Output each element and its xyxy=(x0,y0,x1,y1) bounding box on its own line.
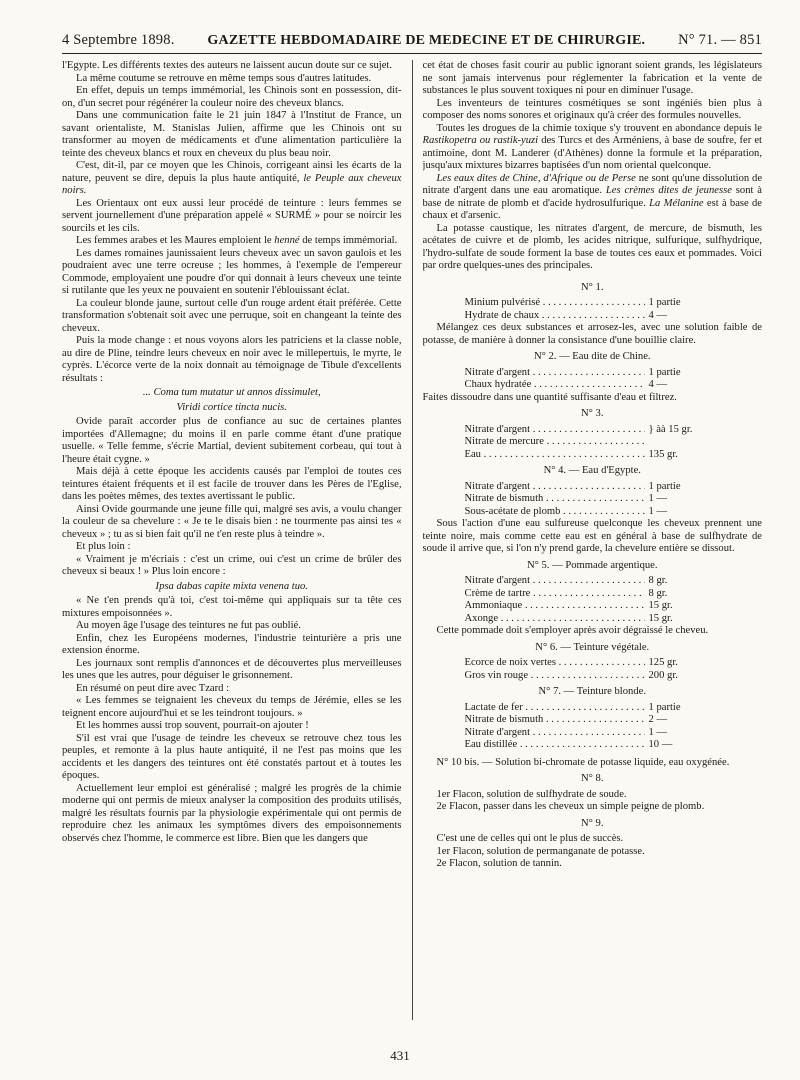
paragraph: Et plus loin : xyxy=(76,541,131,552)
recipe-row: Nitrate d'argent . . . 1 partie xyxy=(465,367,715,380)
recipe-step: 1er Flacon, solution de sulfhydrate de soude. xyxy=(436,788,627,800)
recipe-title: N° 4. — Eau d'Egypte. xyxy=(543,465,641,476)
recipe-title: N° 2. — Eau dite de Chine. xyxy=(533,351,651,362)
recipe-step: 2e Flacon, solution de tannin. xyxy=(436,858,562,869)
recipe-step: 1er Flacon, solution de permanganate de potasse. xyxy=(436,845,645,857)
two-column-body xyxy=(62,60,762,1020)
right-column xyxy=(423,60,763,1020)
recipe-row: Minium pulvérisé . . . 1 partie xyxy=(465,297,715,310)
recipe-title: N° 5. — Pommade argentique. xyxy=(526,559,658,571)
recipe-row: Eau distillée . . . 10 — xyxy=(465,739,715,752)
paragraph: l'Egypte. Les différents textes des auteurs ne laissent aucun doute sur ce sujet. xyxy=(62,60,393,71)
paragraph: La couleur blonde jaune, surtout celle d'un rouge ardent était préférée. Cette transformation s'obtenait soit avec une perruque, soit en changeant la teinte des cheveux. xyxy=(62,297,402,334)
paragraph: Les eaux dites de Chine, d'Afrique ou de Perse ne sont qu'une dissolution de nitrate d'argent dans une eau aromatique. Les crèmes dites de jeunesse sont à base de nitrate de plomb et d'acide hydrosulfurique. La Mélanine est à base de chaux et d'arsenic. xyxy=(422,172,763,221)
recipe-row: Crème de tartre . . . 8 gr. xyxy=(465,588,715,601)
paragraph: En effet, depuis un temps immémorial, les Chinois sont en possession, dit-on, d'un secret pour régénérer la couleur noire des cheveux blancs. xyxy=(62,85,402,109)
recipe-row: Nitrate de bismuth . . . 1 — xyxy=(465,493,715,506)
recipe-row: Nitrate de mercure . . . xyxy=(465,436,715,449)
recipe-note: Mélangez ces deux substances et arrosez-les, avec une solution faible de potasse, de manière à donner la consistance d'une bouillie claire. xyxy=(422,322,763,346)
paragraph: Les femmes arabes et les Maures emploient le henné de temps immémorial. xyxy=(76,235,398,246)
paragraph: En résumé on peut dire avec Tzard : xyxy=(76,682,230,694)
header-rule xyxy=(62,53,762,54)
recipe-note: Faites dissoudre dans une quantité suffisante d'eau et filtrez. xyxy=(422,391,677,403)
paragraph: Les Orientaux ont eux aussi leur procédé de teinture : leurs femmes se servent journellement d'une préparation appelé « SURMÉ » pour se noircir les sourcils et les cils. xyxy=(62,197,402,234)
recipe-row: Nitrate d'argent . . . 1 partie xyxy=(465,481,715,494)
latin-verse: Ipsa dabas capite mixta venena tuo. xyxy=(155,580,308,592)
paragraph: Dans une communication faite le 21 juin 1847 à l'Institut de France, un savant orientaliste, M. Stanislas Julien, affirme que les Chinois ont su transformer au moyen de médicaments et d'une alimentation particulière la teinte des cheveux blancs et roux en cheveux du plus beau noir. xyxy=(62,110,402,159)
recipe-title: N° 8. xyxy=(581,773,604,784)
recipe-title: N° 1. xyxy=(581,281,604,293)
paragraph: Les journaux sont remplis d'annonces et de découvertes plus merveilleuses les unes que les autres, pour déguiser le grisonnement. xyxy=(62,657,402,681)
recipe-row: Hydrate de chaux . . . 4 — xyxy=(465,310,715,323)
recipe-note: Cette pommade doit s'employer après avoir dégraissé le cheveu. xyxy=(436,625,709,636)
recipe-row: Sous-acétate de plomb . . . 1 — xyxy=(465,506,715,519)
paragraph: Mais déjà à cette époque les accidents causés par l'emploi de toutes ces teintures étaient fréquents et il est facile de trouver dans les Pères de l'Eglise, dans les poètes mêmes, des textes avertissant le public. xyxy=(62,466,402,502)
recipe-row: Eau . . . 135 gr. xyxy=(465,449,715,462)
paragraph: C'est, dit-il, par ce moyen que les Chinois, corrigeant ainsi les écarts de la nature, peuvent se dire, depuis la plus haute antiquité, le Peuple aux cheveux noirs. xyxy=(62,160,402,196)
paragraph: S'il est vrai que l'usage de teindre les cheveux se retrouve chez tous les peuples, et remonte à la plus haute antiquité, il ne l'est pas moins que les accidents et les dangers des teintures ont été constatés partout et à toutes les époques. xyxy=(62,732,402,781)
paragraph: Et les hommes aussi trop souvent, pourrait-on ajouter ! xyxy=(76,720,309,731)
recipe-row: Lactate de fer . . . 1 partie xyxy=(465,702,715,715)
recipe-row: Nitrate d'argent . . . } àà 15 gr. xyxy=(465,424,715,437)
header-title: GAZETTE HEBDOMADAIRE DE MEDECINE ET DE CHIRURGIE. xyxy=(207,33,646,48)
recipe-note: N° 10 bis. — Solution bi-chromate de potasse liquide, eau oxygénée. xyxy=(436,756,730,768)
paragraph: Enfin, chez les Européens modernes, l'industrie teinturière a pris une extension énorme. xyxy=(62,632,402,656)
latin-verse: Viridi cortice tincta nucis. xyxy=(176,401,287,413)
recipe-step: C'est une de celles qui ont le plus de succès. xyxy=(436,833,624,844)
recipe-row: Nitrate d'argent . . . 8 gr. xyxy=(465,575,715,588)
paragraph: La potasse caustique, les nitrates d'argent, de mercure, de bismuth, les acétates de cuivre et de plomb, les acides nitrique, sulfurique, sulfhydrique, l'hydro-sulfate de soude forment la base de toutes ces eaux et pommades. Voici par ordre quelques-unes des principales. xyxy=(422,222,763,271)
paragraph: Les dames romaines jaunissaient leurs cheveux avec un savon gaulois et les poudraient avec une terre ocreuse ; les hommes, à l'exemple de l'empereur Commode, employaient une poudre d'or qui donnait à leurs cheveux une teinte si rutilante que les yeux ne pouvaient en soutenir l'éblouissant éclat. xyxy=(62,247,402,296)
recipe-row: Axonge . . . 15 gr. xyxy=(465,613,715,626)
recipe-title: N° 6. — Teinture végétale. xyxy=(535,641,650,653)
header-date: 4 Septembre 1898. xyxy=(62,32,175,48)
recipe-row: Ammoniaque . . . 15 gr. xyxy=(465,600,715,613)
recipe-row: Chaux hydratée . . . 4 — xyxy=(465,379,715,392)
recipe-title: N° 9. xyxy=(581,817,604,829)
paragraph: La même coutume se retrouve en même temps sous d'autres latitudes. xyxy=(76,72,372,84)
recipe-title: N° 3. xyxy=(581,408,604,419)
paragraph: « Ne t'en prends qu'à toi, c'est toi-même qui appliquais sur ta tête ces mixtures empoisonnées ». xyxy=(62,595,402,619)
recipe-row: Nitrate d'argent . . . 1 — xyxy=(465,727,715,740)
paragraph: Puis la mode change : et nous voyons alors les patriciens et la classe noble, au dire de Pline, teindre leurs cheveux en noir avec le millepertuis, le myrte, le cyprès. L'écorce verte de la noix donnait au témoignage de Tibule d'excellents résultats : xyxy=(62,335,402,384)
paragraph: « Les femmes se teignaient les cheveux du temps de Jérémie, elles se les teignent encore aujourd'hui et se les teindront toujours. » xyxy=(62,695,402,719)
recipe-row: Ecorce de noix vertes . . . 125 gr. xyxy=(465,657,715,670)
paragraph: Au moyen âge l'usage des teintures ne fut pas oublié. xyxy=(76,620,301,631)
paragraph: Ainsi Ovide gourmande une jeune fille qui, malgré ses avis, a voulu changer la couleur de sa chevelure : « Je te le disais bien : ne tourmente pas ainsi tes « cheveux » ; tu as si bien fait qu'il ne t'en reste plus à teindre ». xyxy=(62,503,402,540)
recipe-row: Gros vin rouge . . . 200 gr. xyxy=(465,670,715,683)
running-header xyxy=(62,32,762,49)
recipe-note: Sous l'action d'une eau sulfureuse quelconque les cheveux prennent une teinte noire, mais comme cette eau est en général à base de sulfhydrate de soude il arrive que, si l'on n'y prend garde, la chevelure entière se dissout. xyxy=(422,518,763,554)
latin-verse: ... Coma tum mutatur ut annos dissimulet, xyxy=(142,387,321,398)
recipe-step: 2e Flacon, passer dans les cheveux un simple peigne de plomb. xyxy=(436,801,705,812)
paragraph: « Vraiment je m'écriais : c'est un crime, oui c'est un crime de brûler des cheveux si beaux ! » Plus loin encore : xyxy=(62,553,402,577)
recipe-row: Nitrate de bismuth . . . 2 — xyxy=(465,714,715,727)
recipe-title: N° 7. — Teinture blonde. xyxy=(538,686,646,697)
paragraph: Ovide paraît accorder plus de confiance au suc de certaines plantes importées d'Allemagne; du moins il en parle comme étant d'une pratique usuelle. « Telle femme, s'écrie Martial, devient subitement corbeau, qui tout à l'heure était cygne. » xyxy=(62,416,402,465)
paragraph: Toutes les drogues de la chimie toxique s'y trouvent en abondance depuis le Rastikopetra ou rastik-yuzi des Turcs et des Arméniens, à base de soufre, fer et antimoine, dont M. Landerer (d'Athènes) donne la formule et la préparation, jusqu'aux mixtures bizarres baptisées d'un nom oriental quelconque. xyxy=(422,122,763,171)
paragraph: Les inventeurs de teintures cosmétiques se sont ingéniés bien plus à composer des noms sonores et originaux qu'à créer des formules nouvelles. xyxy=(422,97,763,121)
column-divider xyxy=(412,60,413,1020)
left-column xyxy=(62,60,402,1020)
header-issue: N° 71. — 851 xyxy=(678,32,762,48)
paragraph: cet état de choses fasit courir au public ignorant soient grands, les législateurs ne sont jamais intervenus pour réglementer la fabrication et la vente de substances le plus souvent toxiques ni pour en diminuer l'usage. xyxy=(422,60,763,96)
page-number: 431 xyxy=(390,1048,410,1063)
paragraph: Actuellement leur emploi est généralisé ; malgré les progrès de la chimie moderne qui ont permis de mieux analyser la composition des produits utilisés, malgré les résultats fournis par la physiologie expérimentale qui ont permis de reproduire chez les animaux les symptômes divers des empoisonnements observés chez l'homme, le commerce est libre. Bien que les dangers que xyxy=(62,782,402,844)
